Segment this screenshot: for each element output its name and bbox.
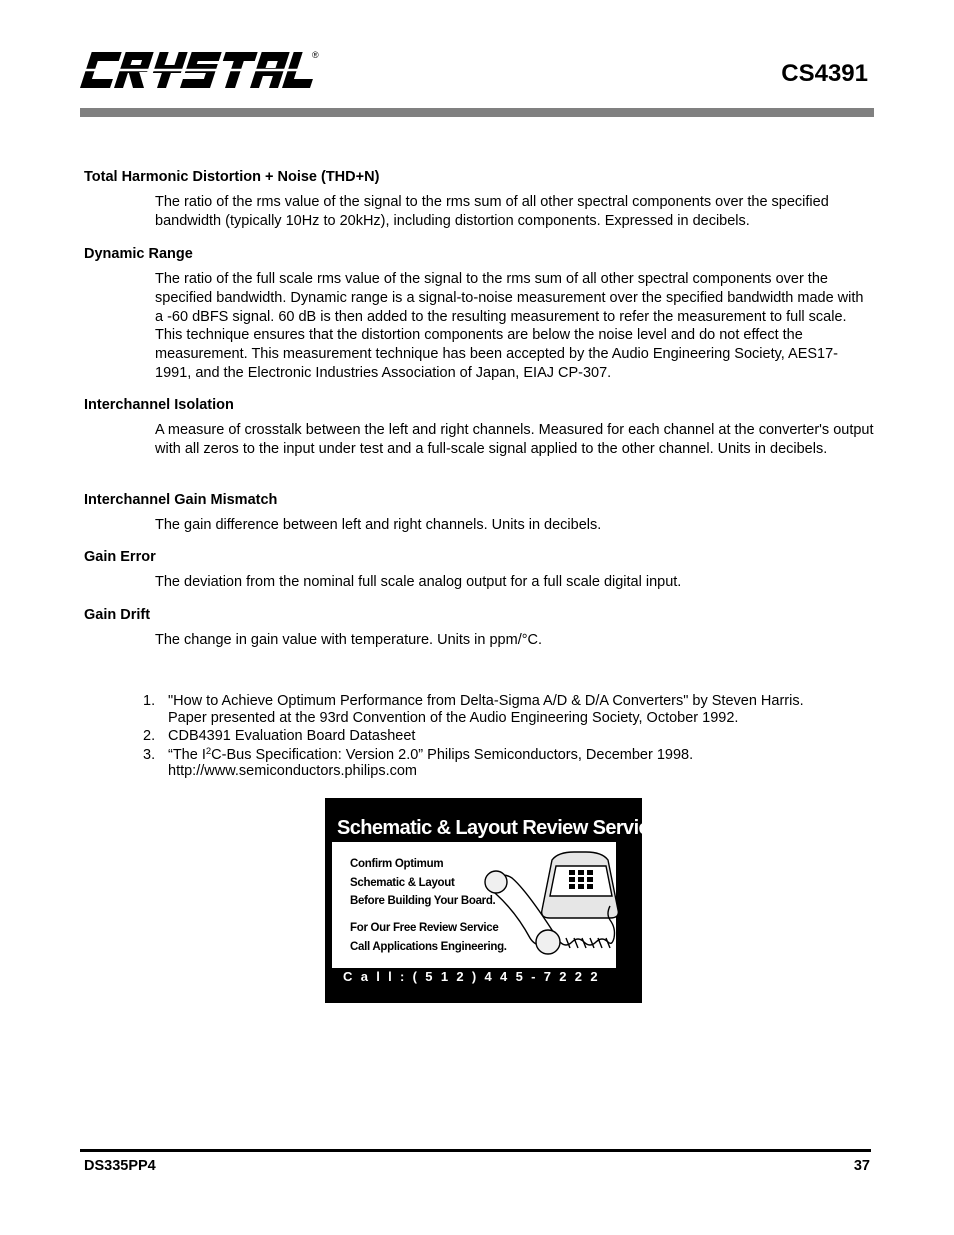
definition-term: Interchannel Isolation <box>84 397 234 413</box>
crystal-logo <box>79 48 321 92</box>
reference-url: http://www.semiconductors.philips.com <box>168 763 418 779</box>
definition-text: The change in gain value with temperature. Units in ppm/°C. <box>155 632 543 648</box>
reference-line <box>168 747 883 764</box>
reference-text: C-Bus Specification: Version 2.0” Philips Semiconductors, December 1998. <box>211 746 694 763</box>
definition-text: The ratio of the rms value of the signal to the rms sum of all other spectral components over the specified bandwidth (typically 10Hz to 20kHz), including distortion components. Expressed in decibels. <box>155 194 829 229</box>
ad-title: Schematic & Layout Review Service <box>337 817 660 839</box>
registered-mark: ® <box>312 50 319 60</box>
definition-term: Total Harmonic Distortion + Noise (THD+N) <box>84 169 380 185</box>
reference-line: CDB4391 Evaluation Board Datasheet <box>168 728 416 744</box>
definition-gain-error <box>84 548 874 592</box>
reference-line: "How to Achieve Optimum Performance from Delta-Sigma A/D & D/A Converters" by Steven Harris. <box>168 693 804 709</box>
definition-term: Gain Error <box>84 549 156 565</box>
reference-item <box>143 747 883 780</box>
reference-item <box>143 728 883 745</box>
definition-gain-drift <box>84 606 874 650</box>
reference-text: “The I <box>168 746 206 763</box>
reference-number: 1. <box>143 693 156 709</box>
definition-text: A measure of crosstalk between the left and right channels. Measured for each channel at the converter's output with all zeros to the input under test and a full-scale signal applied to the other channel. Units in decibels. <box>155 422 874 457</box>
definition-term: Dynamic Range <box>84 246 193 262</box>
ad-line: Confirm Optimum <box>350 858 444 870</box>
crystal-logo-graphic <box>79 48 321 92</box>
document-id: DS335PP4 <box>84 1158 156 1174</box>
definition-text: The gain difference between left and right channels. Units in decibels. <box>155 517 602 533</box>
telephone-icon <box>470 846 620 964</box>
definition-dynamic-range <box>84 245 874 383</box>
ad-line: Call Applications Engineering. <box>350 941 507 953</box>
reference-number: 2. <box>143 728 156 744</box>
definition-interchannel-gain-mismatch <box>84 491 874 535</box>
definition-thd-n <box>84 168 874 231</box>
ad-line: Schematic & Layout <box>350 877 455 889</box>
reference-item <box>143 693 883 726</box>
ad-line: Before Building Your Board. <box>350 895 496 907</box>
ad-panel <box>332 842 616 968</box>
review-service-ad <box>325 798 660 1003</box>
definition-text: The ratio of the full scale rms value of the signal to the rms sum of all other spectral components over the specified bandwidth. Dynamic range is a signal-to-noise measurement over the specified bandwidth made with a -60 dBFS signal. 60 dB is then added to the resulting measurement to refer the measurement to full scale. This technique ensures that the distortion components are below the noise level and do not effect the measurement. This measurement technique has been accepted by the Audio Engineering Society, AES17-1991, and the Electronic Industries Association of Japan, EIAJ CP-307. <box>155 271 864 381</box>
page-number: 37 <box>853 1158 870 1174</box>
ad-line: For Our Free Review Service <box>350 922 499 934</box>
footer-rule <box>80 1149 871 1152</box>
definition-term: Gain Drift <box>84 607 151 623</box>
part-number: CS4391 <box>781 60 868 87</box>
definition-term: Interchannel Gain Mismatch <box>84 492 278 508</box>
definition-text: The deviation from the nominal full scale analog output for a full scale digital input. <box>155 574 682 590</box>
ad-phone-number: Call:(512)445-7222 <box>343 969 606 984</box>
header-rule <box>80 108 874 117</box>
superscript: 2 <box>205 745 212 757</box>
reference-line: Paper presented at the 93rd Convention of the Audio Engineering Society, October 1992. <box>168 709 739 726</box>
reference-number: 3. <box>143 746 156 763</box>
definition-interchannel-isolation <box>84 396 874 459</box>
reference-list <box>143 693 883 780</box>
